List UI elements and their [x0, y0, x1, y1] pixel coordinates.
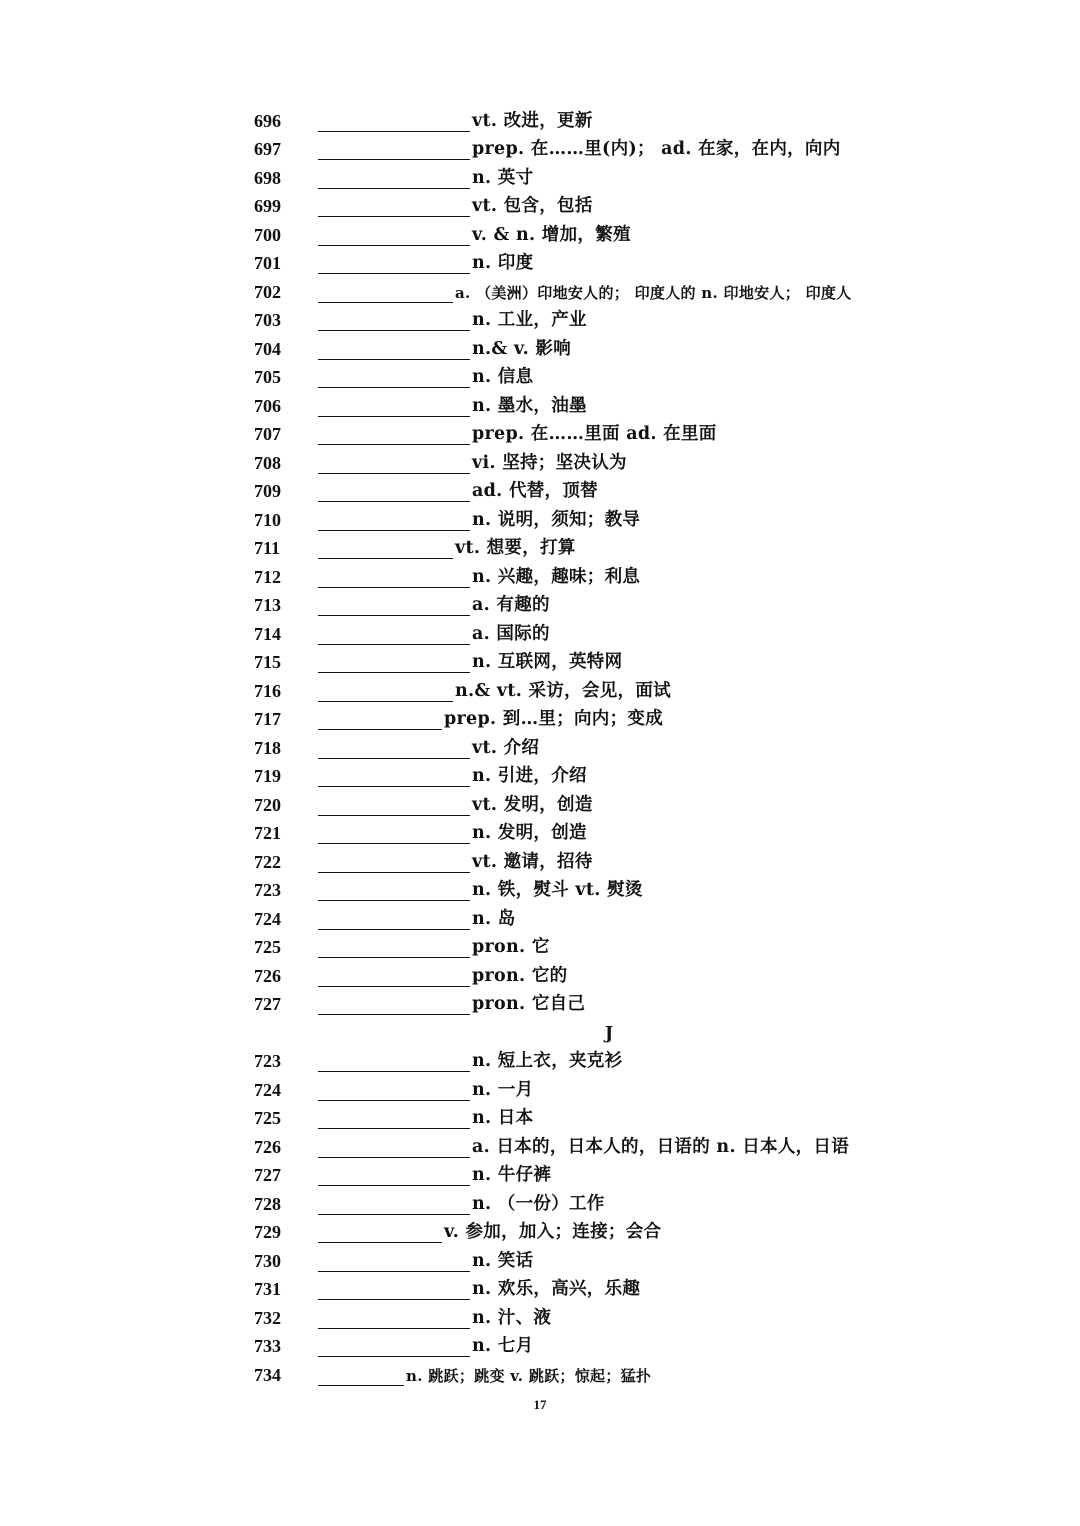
answer-blank[interactable] — [318, 1110, 470, 1129]
entry-definition: vt. 邀请，招待 — [472, 851, 593, 872]
entry-number: 731 — [254, 1279, 281, 1299]
entry-definition: n. 汁、液 — [472, 1307, 552, 1328]
vocab-row — [254, 844, 1014, 873]
answer-blank[interactable] — [318, 911, 470, 930]
answer-blank[interactable] — [318, 740, 470, 759]
entry-definition: n.& vt. 采访，会见，面试 — [455, 680, 671, 701]
entry-number: 721 — [254, 823, 281, 843]
entry-number: 698 — [254, 167, 281, 188]
entry-number: 729 — [254, 1222, 281, 1242]
entry-number: 724 — [254, 908, 281, 929]
vocab-row — [254, 1186, 1014, 1215]
answer-blank[interactable] — [318, 398, 470, 417]
entry-number: 718 — [254, 737, 281, 758]
answer-blank[interactable] — [318, 455, 470, 474]
entry-definition: a. 有趣的 — [472, 595, 550, 615]
vocab-row — [254, 474, 1014, 503]
answer-blank[interactable] — [318, 341, 470, 360]
entry-definition: pron. 它自己 — [472, 994, 586, 1014]
vocab-row — [254, 445, 1014, 474]
answer-blank[interactable] — [318, 1338, 470, 1357]
entry-definition: n.& v. 影响 — [472, 338, 572, 359]
vocab-row — [254, 502, 1014, 531]
answer-blank[interactable] — [318, 1053, 470, 1072]
entry-definition: a. （美洲）印地安人的； 印度人的 n. 印地安人； 印度人 — [455, 283, 852, 302]
vocabulary-list — [254, 103, 1014, 1386]
entry-number: 702 — [254, 281, 281, 302]
entry-definition: n. 工业，产业 — [472, 310, 587, 330]
answer-blank[interactable] — [318, 170, 470, 189]
entry-definition: vt. 包含，包括 — [472, 196, 593, 216]
entry-definition: ad. 代替，顶替 — [472, 481, 598, 501]
entry-definition: pron. 它 — [472, 937, 550, 957]
vocab-row — [254, 103, 1014, 132]
entry-number: 701 — [254, 253, 281, 273]
vocab-row — [254, 1158, 1014, 1187]
entry-definition: vi. 坚持；坚决认为 — [472, 452, 627, 473]
vocab-row — [254, 702, 1014, 731]
vocab-row — [254, 1129, 1014, 1158]
vocab-row — [254, 588, 1014, 617]
entry-number: 711 — [254, 538, 281, 558]
vocab-row — [254, 217, 1014, 246]
vocabulary-section-j — [254, 1044, 1014, 1386]
entry-definition: n. 英寸 — [472, 167, 534, 188]
answer-blank[interactable] — [318, 1196, 470, 1215]
vocab-row — [254, 417, 1014, 446]
vocab-row — [254, 673, 1014, 702]
answer-blank[interactable] — [318, 768, 470, 787]
answer-blank[interactable] — [318, 198, 470, 217]
entry-definition: n. 兴趣，趣味；利息 — [472, 566, 641, 587]
entry-definition: vt. 改进，更新 — [472, 110, 593, 131]
vocab-row — [254, 787, 1014, 816]
entry-definition: vt. 发明，创造 — [472, 794, 593, 815]
entry-definition: n. 牛仔裤 — [472, 1165, 552, 1185]
entry-number: 697 — [254, 139, 281, 159]
entry-number: 716 — [254, 680, 281, 701]
vocab-row — [254, 1300, 1014, 1329]
entry-definition: n. 一月 — [472, 1079, 534, 1100]
entry-number: 705 — [254, 367, 281, 387]
vocab-row — [254, 987, 1014, 1016]
entry-number: 709 — [254, 481, 281, 501]
entry-definition: prep. 到…里；向内；变成 — [444, 709, 664, 729]
answer-blank[interactable] — [318, 626, 470, 645]
answer-blank[interactable] — [318, 683, 453, 702]
entry-definition: n. 岛 — [472, 908, 516, 929]
entry-definition: n. 笑话 — [472, 1250, 534, 1271]
entry-definition: n. 短上衣，夹克衫 — [472, 1051, 623, 1071]
vocab-row — [254, 189, 1014, 218]
answer-blank[interactable] — [318, 369, 470, 388]
entry-definition: vt. 介绍 — [472, 737, 540, 758]
vocab-row — [254, 816, 1014, 845]
answer-blank[interactable] — [318, 512, 470, 531]
vocabulary-section-i — [254, 103, 1014, 1015]
entry-number: 703 — [254, 310, 281, 330]
answer-blank[interactable] — [318, 825, 470, 844]
vocab-row — [254, 388, 1014, 417]
entry-number: 713 — [254, 595, 281, 615]
vocab-row — [254, 1072, 1014, 1101]
answer-blank[interactable] — [318, 1224, 442, 1243]
entry-number: 707 — [254, 424, 281, 444]
vocab-row — [254, 1272, 1014, 1301]
page-number: 17 — [533, 1397, 547, 1412]
vocab-row — [254, 1215, 1014, 1244]
entry-definition: n. 铁，熨斗 vt. 熨烫 — [472, 880, 643, 900]
answer-blank[interactable] — [318, 996, 470, 1015]
entry-number: 717 — [254, 709, 281, 729]
vocab-row — [254, 559, 1014, 588]
entry-definition: a. 国际的 — [472, 623, 550, 644]
answer-blank[interactable] — [318, 1167, 470, 1186]
entry-number: 712 — [254, 566, 281, 587]
vocab-row — [254, 730, 1014, 759]
vocab-row — [254, 901, 1014, 930]
vocab-row — [254, 930, 1014, 959]
entry-definition: prep. 在……里面 ad. 在里面 — [472, 424, 717, 444]
entry-definition: n. 引进，介绍 — [472, 766, 587, 786]
vocab-row — [254, 645, 1014, 674]
entry-definition: n. 信息 — [472, 367, 534, 387]
vocab-row — [254, 246, 1014, 275]
entry-number: 727 — [254, 994, 281, 1014]
entry-number: 720 — [254, 794, 281, 815]
entry-number: 732 — [254, 1307, 281, 1328]
vocab-row — [254, 958, 1014, 987]
vocab-row — [254, 531, 1014, 560]
answer-blank[interactable] — [318, 1253, 470, 1272]
entry-number: 706 — [254, 395, 281, 416]
vocab-row — [254, 303, 1014, 332]
vocab-row — [254, 160, 1014, 189]
entry-definition: v. 参加，加入；连接；会合 — [444, 1222, 662, 1242]
vocab-row — [254, 1243, 1014, 1272]
entry-number: 724 — [254, 1079, 281, 1100]
vocab-row — [254, 759, 1014, 788]
entry-definition: prep. 在……里(内)； ad. 在家，在内，向内 — [472, 139, 841, 159]
vocab-row — [254, 1357, 1014, 1386]
entry-number: 734 — [254, 1364, 281, 1385]
entry-definition: vt. 想要，打算 — [455, 538, 576, 558]
entry-definition: n. 跳跃；跳变 v. 跳跃；惊起；猛扑 — [406, 1366, 652, 1385]
entry-definition: n. 印度 — [472, 253, 534, 273]
answer-blank[interactable] — [318, 882, 470, 901]
answer-blank[interactable] — [318, 284, 453, 303]
entry-number: 704 — [254, 338, 281, 359]
answer-blank[interactable] — [318, 227, 470, 246]
answer-blank[interactable] — [318, 1281, 470, 1300]
entry-definition: n. 七月 — [472, 1336, 534, 1356]
answer-blank[interactable] — [318, 711, 442, 730]
answer-blank[interactable] — [318, 654, 470, 673]
answer-blank[interactable] — [318, 569, 470, 588]
entry-definition: n. 墨水，油墨 — [472, 395, 587, 416]
answer-blank[interactable] — [318, 968, 470, 987]
vocab-row — [254, 331, 1014, 360]
vocab-row — [254, 1044, 1014, 1073]
answer-blank[interactable] — [318, 1310, 470, 1329]
entry-number: 725 — [254, 1108, 281, 1128]
answer-blank[interactable] — [318, 597, 470, 616]
entry-definition: pron. 它的 — [472, 965, 568, 986]
answer-blank[interactable] — [318, 113, 470, 132]
answer-blank[interactable] — [318, 1367, 404, 1386]
entry-definition: n. 欢乐，高兴，乐趣 — [472, 1279, 641, 1299]
entry-definition: n. （一份）工作 — [472, 1193, 605, 1214]
answer-blank[interactable] — [318, 312, 470, 331]
entry-definition: n. 互联网，英特网 — [472, 652, 623, 672]
entry-number: 723 — [254, 1051, 281, 1071]
answer-blank[interactable] — [318, 1082, 470, 1101]
entry-number: 723 — [254, 880, 281, 900]
vocab-row — [254, 132, 1014, 161]
vocab-row — [254, 616, 1014, 645]
entry-number: 715 — [254, 652, 281, 672]
entry-number: 696 — [254, 110, 281, 131]
answer-blank[interactable] — [318, 797, 470, 816]
entry-number: 719 — [254, 766, 281, 786]
entry-number: 714 — [254, 623, 281, 644]
entry-number: 726 — [254, 1136, 281, 1157]
entry-number: 710 — [254, 509, 281, 530]
answer-blank[interactable] — [318, 939, 470, 958]
entry-definition: a. 日本的，日本人的，日语的 n. 日本人，日语 — [472, 1136, 850, 1157]
answer-blank[interactable] — [318, 1139, 470, 1158]
vocab-row — [254, 873, 1014, 902]
entry-definition: n. 说明，须知；教导 — [472, 509, 641, 530]
entry-number: 727 — [254, 1165, 281, 1185]
entry-number: 700 — [254, 224, 281, 245]
entry-definition: v. & n. 增加，繁殖 — [472, 224, 631, 245]
entry-definition: n. 发明，创造 — [472, 823, 587, 843]
entry-number: 725 — [254, 937, 281, 957]
entry-number: 722 — [254, 851, 281, 872]
entry-number: 730 — [254, 1250, 281, 1271]
answer-blank[interactable] — [318, 483, 470, 502]
vocab-row — [254, 1329, 1014, 1358]
entry-number: 733 — [254, 1336, 281, 1356]
entry-number: 726 — [254, 965, 281, 986]
answer-blank[interactable] — [318, 255, 470, 274]
answer-blank[interactable] — [318, 540, 453, 559]
answer-blank[interactable] — [318, 141, 470, 160]
answer-blank[interactable] — [318, 854, 470, 873]
vocab-row — [254, 360, 1014, 389]
entry-number: 699 — [254, 196, 281, 216]
vocab-row — [254, 274, 1014, 303]
answer-blank[interactable] — [318, 426, 470, 445]
section-heading-j: J — [604, 1023, 614, 1044]
entry-number: 728 — [254, 1193, 281, 1214]
entry-definition: n. 日本 — [472, 1108, 534, 1128]
entry-number: 708 — [254, 452, 281, 473]
vocab-row — [254, 1101, 1014, 1130]
